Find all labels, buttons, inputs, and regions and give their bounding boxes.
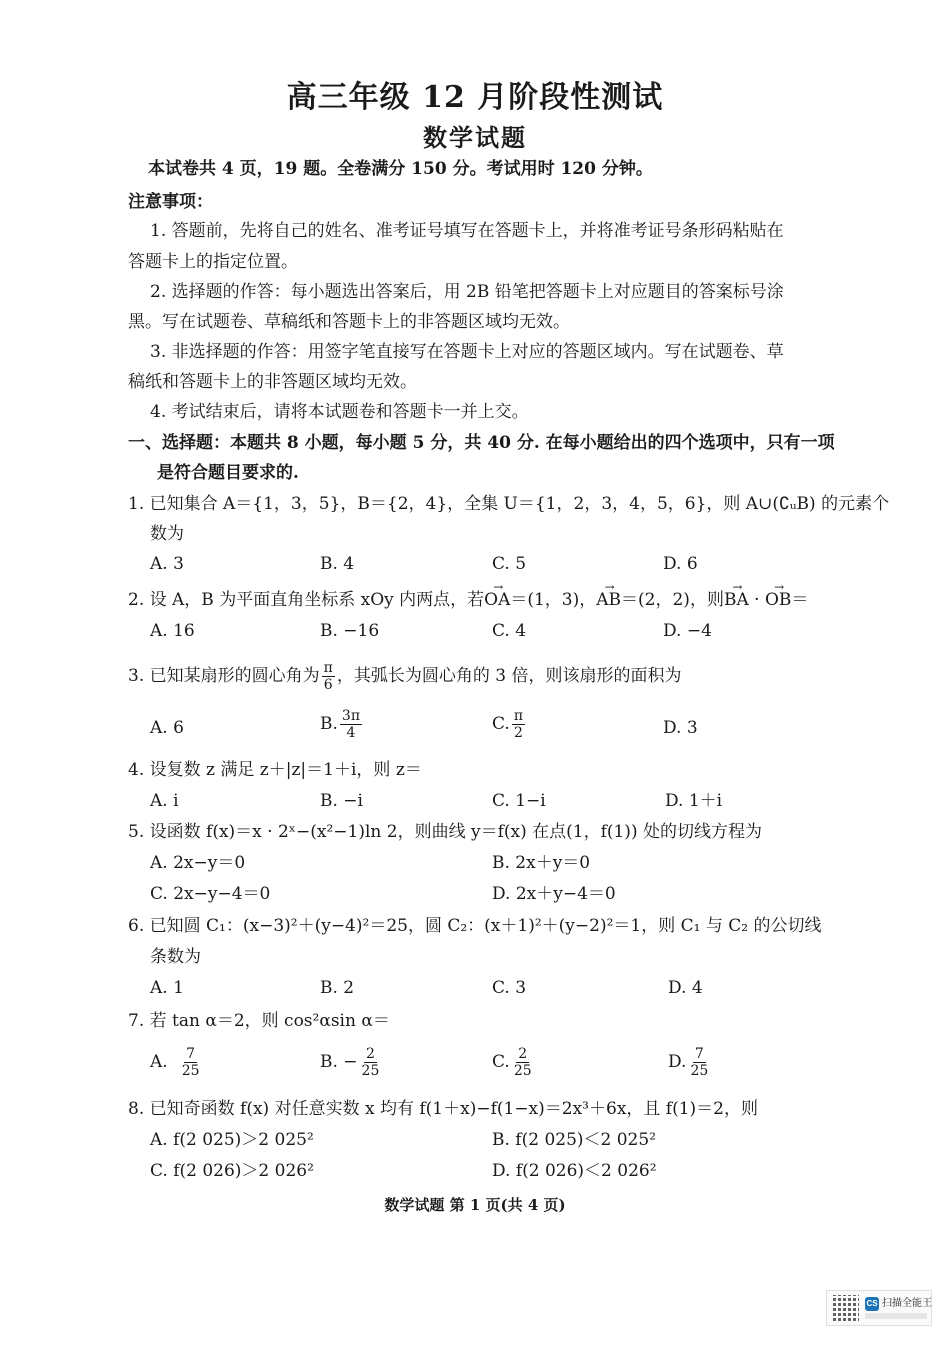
question-3-pre: 3. 已知某扇形的圆心角为: [128, 666, 320, 686]
option-a: A. 3: [150, 554, 184, 574]
option-label: A.: [150, 1052, 168, 1072]
option-b: B. −i: [320, 791, 363, 811]
option-label: D.: [668, 1052, 687, 1072]
fraction: [322, 660, 335, 693]
section-heading: 一、选择题：本题共 8 小题，每小题 5 分，共 40 分. 在每小题给出的四个选项中，只有一项: [128, 433, 835, 453]
option-c: C. 3: [492, 978, 527, 998]
fraction: [180, 1046, 202, 1079]
notice-line: 3. 非选择题的作答：用签字笔直接写在答题卡上对应的答题区域内。写在试题卷、草: [150, 342, 784, 362]
option-a: A. 1: [150, 978, 184, 998]
vector-ob: → OB: [765, 588, 791, 612]
question-8: 8. 已知奇函数 f(x) 对任意实数 x 均有 f(1＋x)−f(1−x)＝2x³＋6x，且 f(1)＝2，则: [128, 1099, 758, 1119]
option-b: B. 2x＋y＝0: [492, 853, 591, 873]
question-6: 6. 已知圆 C₁：(x−3)²＋(y−4)²＝25，圆 C₂：(x＋1)²＋(y−2)²＝1，则 C₁ 与 C₂ 的公切线: [128, 916, 822, 936]
fraction: [512, 708, 525, 741]
fraction-numerator: 2: [518, 1046, 528, 1062]
fraction-numerator: 2: [366, 1046, 375, 1062]
question-3: [128, 658, 681, 694]
option-b: B. 4: [320, 554, 355, 574]
option-label: C.: [492, 1052, 510, 1072]
fraction: [688, 1046, 710, 1079]
option-b: [320, 1044, 383, 1080]
fraction-denominator: 25: [690, 1063, 709, 1079]
option-a: A. 6: [150, 718, 184, 738]
question-2-mid2: ＝(2，2)，则: [621, 590, 724, 610]
fraction-numerator: 3π: [341, 708, 361, 724]
qr-code-icon: [833, 1295, 859, 1321]
fraction-denominator: 4: [346, 725, 356, 741]
scanner-watermark: [826, 1290, 932, 1326]
fraction-numerator: 7: [186, 1046, 196, 1062]
notice-heading: 注意事项：: [128, 192, 213, 212]
option-a: A. i: [150, 791, 179, 811]
option-d: D. f(2 026)＜2 026²: [492, 1161, 657, 1181]
option-d: D. −4: [663, 621, 712, 641]
option-b: B. 2: [320, 978, 355, 998]
option-a: A. 16: [150, 621, 195, 641]
option-c: [492, 706, 527, 742]
question-4: 4. 设复数 z 满足 z＋|z|＝1＋i，则 z＝: [128, 760, 422, 780]
page-title: 高三年级 12 月阶段性测试: [286, 80, 664, 115]
question-7: 7. 若 tan α＝2，则 cos²αsin α＝: [128, 1011, 390, 1031]
question-2-mid1: ＝(1，3)，: [510, 590, 597, 610]
vector-ba: → BA: [724, 588, 749, 612]
option-label: B. −: [320, 1052, 358, 1072]
fraction-denominator: 25: [361, 1063, 380, 1079]
option-label: C.: [492, 714, 510, 734]
option-c: C. 1−i: [492, 791, 546, 811]
option-label: B.: [320, 714, 338, 734]
notice-line: 2. 选择题的作答：每小题选出答案后，用 2B 铅笔把答题卡上对应题目的答案标号涂: [150, 282, 784, 302]
option-c: C. 4: [492, 621, 527, 641]
option-b: B. f(2 025)＜2 025²: [492, 1130, 657, 1150]
option-c: C. f(2 026)＞2 026²: [150, 1161, 314, 1181]
option-a: A. f(2 025)＞2 025²: [150, 1130, 314, 1150]
section-heading-cont: 是符合题目要求的.: [157, 463, 299, 483]
notice-line: 答题卡上的指定位置。: [128, 252, 298, 272]
option-c: C. 5: [492, 554, 527, 574]
fraction-denominator: 6: [323, 677, 333, 693]
fraction-numerator: 7: [694, 1046, 704, 1062]
fraction-numerator: π: [323, 660, 333, 676]
question-2: [128, 588, 808, 612]
fraction: [360, 1046, 382, 1079]
scanner-label: 扫描全能王: [882, 1298, 932, 1309]
page-subtitle: 数学试题: [423, 123, 527, 152]
question-1: 1. 已知集合 A＝{1，3，5}，B＝{2，4}，全集 U＝{1，2，3，4，5，6}，则 A∪(∁ᵤB) 的元素个: [128, 494, 890, 514]
question-2-post: ＝: [791, 590, 809, 610]
fraction-denominator: 25: [513, 1063, 532, 1079]
option-a: [150, 1044, 204, 1080]
fraction-numerator: π: [513, 708, 524, 724]
option-c: C. 2x−y−4＝0: [150, 884, 271, 904]
fraction: [512, 1046, 534, 1079]
option-b: B. −16: [320, 621, 380, 641]
camscanner-logo-icon: CS: [865, 1297, 879, 1311]
option-d: D. 3: [663, 718, 698, 738]
option-d: D. 4: [668, 978, 703, 998]
question-3-post: ，其弧长为圆心角的 3 倍，则该扇形的面积为: [336, 666, 682, 686]
question-5: 5. 设函数 f(x)＝x · 2ˣ−(x²−1)ln 2，则曲线 y＝f(x) 在点(1，f(1)) 处的切线方程为: [128, 822, 762, 842]
vector-oa: → OA: [484, 588, 510, 612]
dot-operator: ·: [748, 590, 765, 610]
intro-text: 本试卷共 4 页，19 题。全卷满分 150 分。考试用时 120 分钟。: [148, 159, 653, 179]
fraction-denominator: 2: [513, 725, 523, 741]
vector-ab: → AB: [596, 588, 621, 612]
option-d: D. 2x＋y−4＝0: [492, 884, 616, 904]
notice-line: 1. 答题前，先将自己的姓名、准考证号填写在答题卡上，并将准考证号条形码粘贴在: [150, 221, 784, 241]
option-d: D. 6: [663, 554, 698, 574]
option-d: D. 1＋i: [665, 791, 723, 811]
option-d: [668, 1044, 712, 1080]
option-b: [320, 706, 364, 742]
option-a: A. 2x−y＝0: [150, 853, 246, 873]
fraction-denominator: 25: [181, 1063, 200, 1079]
option-c: [492, 1044, 536, 1080]
question-6-cont: 条数为: [150, 947, 201, 967]
question-2-pre: 2. 设 A，B 为平面直角坐标系 xOy 内两点，若: [128, 590, 485, 610]
page-footer: 数学试题 第 1 页(共 4 页): [384, 1196, 566, 1214]
scanner-subtext: [865, 1313, 927, 1319]
fraction: [340, 708, 362, 741]
notice-line: 黑。写在试题卷、草稿纸和答题卡上的非答题区域均无效。: [128, 312, 570, 332]
question-1-cont: 数为: [150, 524, 184, 544]
notice-line: 4. 考试结束后，请将本试题卷和答题卡一并上交。: [150, 402, 529, 422]
notice-line: 稿纸和答题卡上的非答题区域均无效。: [128, 372, 417, 392]
